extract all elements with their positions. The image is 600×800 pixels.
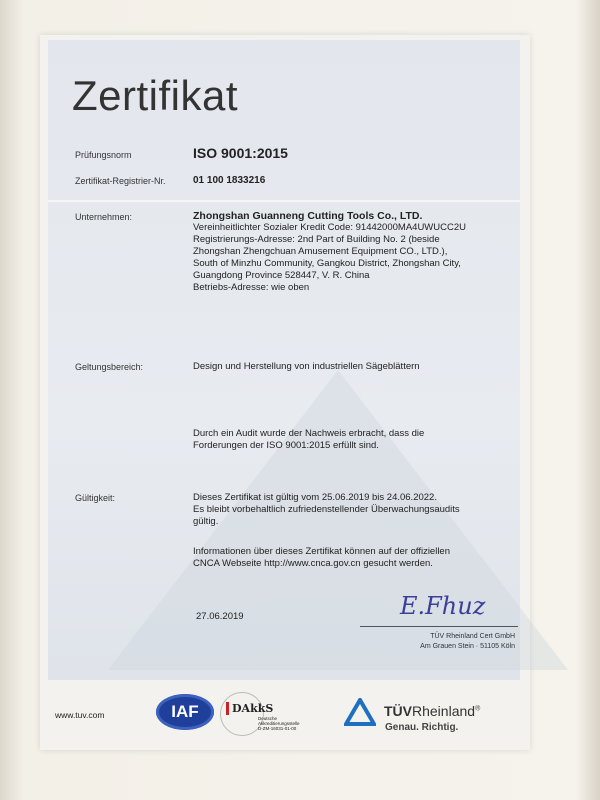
validity-line: Es bleibt vorbehaltlich zufriedenstellender Überwachungsaudits: [193, 504, 460, 515]
tuv-brand-rest: Rheinland: [412, 703, 476, 719]
dakks-logo: DAkkS: [226, 702, 273, 715]
info-line: Informationen über dieses Zertifikat können auf der offiziellen: [193, 546, 451, 557]
tuv-brand-bold: TÜV: [384, 703, 412, 719]
certificate-panel: [48, 40, 520, 680]
company-label: Unternehmen:: [75, 212, 133, 222]
audit-text: [193, 428, 424, 452]
issuer-address: Am Grauen Stein · 51105 Köln: [420, 643, 515, 650]
dakks-line: D-ZM-16031-01-00: [258, 726, 297, 731]
company-name: Zhongshan Guanneng Cutting Tools Co., LTD.: [193, 210, 423, 222]
certificate-title: Zertifikat: [72, 72, 239, 119]
dakks-line: Deutsche: [258, 716, 278, 721]
scope-label: Geltungsbereich:: [75, 362, 144, 372]
audit-line: Forderungen der ISO 9001:2015 erfüllt sind.: [193, 440, 379, 451]
tuv-slogan: Genau. Richtig.: [385, 722, 459, 733]
standard-value: ISO 9001:2015: [193, 145, 288, 161]
issue-date: 27.06.2019: [196, 611, 244, 622]
tuv-triangle-icon: [344, 698, 376, 726]
tuv-brand: [384, 703, 480, 719]
registered-mark: ®: [475, 705, 481, 713]
dakks-line: Akkreditierungsstelle: [258, 721, 300, 726]
company-line: Guangdong Province 528447, V. R. China: [193, 270, 370, 281]
validity-label: Gültigkeit:: [75, 493, 116, 503]
dakks-subtext: [258, 716, 300, 731]
signature: E.Fhuz: [400, 592, 486, 620]
signature-line: [360, 626, 518, 627]
validity-line: Dieses Zertifikat ist gültig vom 25.06.2019 bis 24.06.2022.: [193, 492, 437, 503]
scope-value: Design und Herstellung von industriellen Sägeblättern: [193, 361, 420, 372]
company-line: Betriebs-Adresse: wie oben: [193, 282, 310, 293]
company-line: Zhongshan Zhengchuan Amusement Equipment CO., LTD.),: [193, 246, 448, 257]
website: www.tuv.com: [55, 710, 105, 720]
registration-value: 01 100 1833216: [193, 175, 266, 186]
audit-line: Durch ein Audit wurde der Nachweis erbracht, dass die: [193, 428, 425, 439]
company-line: South of Minzhu Community, Gangkou District, Zhongshan City,: [193, 258, 461, 269]
info-text: [193, 546, 450, 570]
company-block: [193, 210, 466, 294]
standard-label: Prüfungsnorm: [75, 150, 132, 160]
info-line: CNCA Webseite http://www.cnca.gov.cn gesucht werden.: [193, 558, 433, 569]
divider: [48, 200, 520, 202]
validity-line: gültig.: [193, 516, 219, 527]
validity-text: [193, 492, 460, 528]
company-line: Registrierungs-Adresse: 2nd Part of Building No. 2 (beside: [193, 234, 440, 245]
iaf-logo: IAF: [156, 694, 214, 730]
company-line: Vereinheitlichter Sozialer Kredit Code: 91442000MA4UWUCC2U: [193, 222, 466, 233]
registration-label: Zertifikat-Registrier-Nr.: [75, 176, 166, 186]
issuer-name: TÜV Rheinland Cert GmbH: [430, 633, 515, 640]
